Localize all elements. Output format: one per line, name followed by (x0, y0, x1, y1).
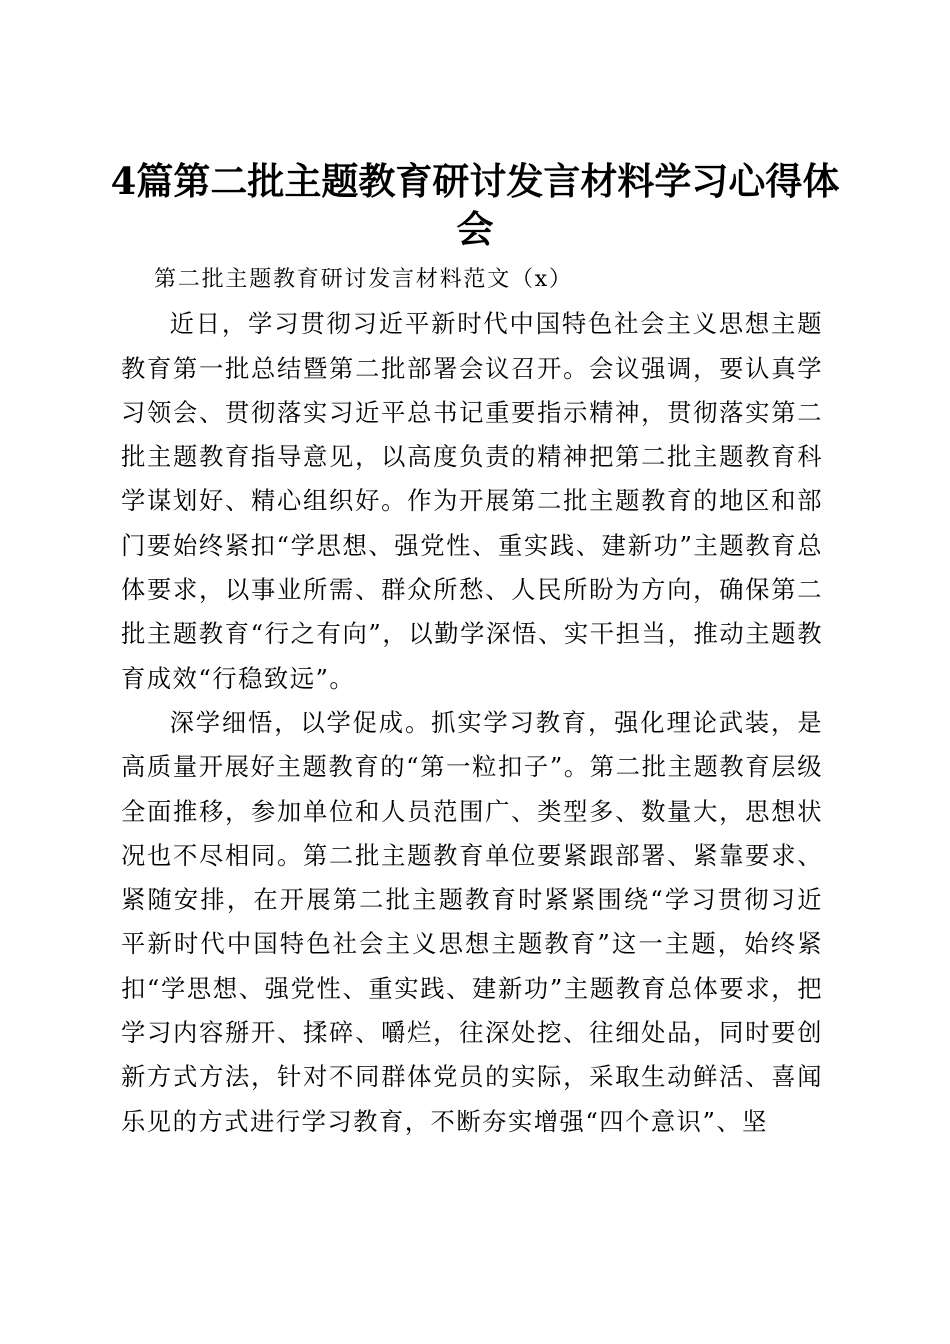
paragraph-2: 深学细悟，以学促成。抓实学习教育，强化理论武装，是高质量开展好主题教育的“第一粒扣子”。第二批主题教育层级全面推移，参加单位和人员范围广、类型多、数量大，思想状况也不尽相同。第二批主题教育单位要紧跟部署、紧靠要求、紧随安排，在开展第二批主题教育时紧紧围绕“学习贯彻习近平新时代中国特色社会主义思想主题教育”这一主题，始终紧扣“学思想、强党性、重实践、建新功”主题教育总体要求，把学习内容掰开、揉碎、嚼烂，往深处挖、往细处品，同时要创新方式方法，针对不同群体党员的实际，采取生动鲜活、喜闻乐见的方式进行学习教育，不断夯实增强“四个意识”、坚 (121, 707, 823, 1136)
document-body (121, 258, 823, 1144)
section-subheading: 第二批主题教育研讨发言材料范文（x） (154, 267, 573, 292)
document-title: 4篇第二批主题教育研讨发言材料学习心得体会 (110, 158, 840, 251)
paragraph-1: 近日，学习贯彻习近平新时代中国特色社会主义思想主题教育第一批总结暨第二批部署会议召开。会议强调，要认真学习领会、贯彻落实习近平总书记重要指示精神，贯彻落实第二批主题教育指导意见，以高度负责的精神把第二批主题教育科学谋划好、精心组织好。作为开展第二批主题教育的地区和部门要始终紧扣“学思想、强党性、重实践、建新功”主题教育总体要求，以事业所需、群众所愁、人民所盼为方向，确保第二批主题教育“行之有向”，以勤学深悟、实干担当，推动主题教育成效“行稳致远”。 (121, 309, 823, 693)
